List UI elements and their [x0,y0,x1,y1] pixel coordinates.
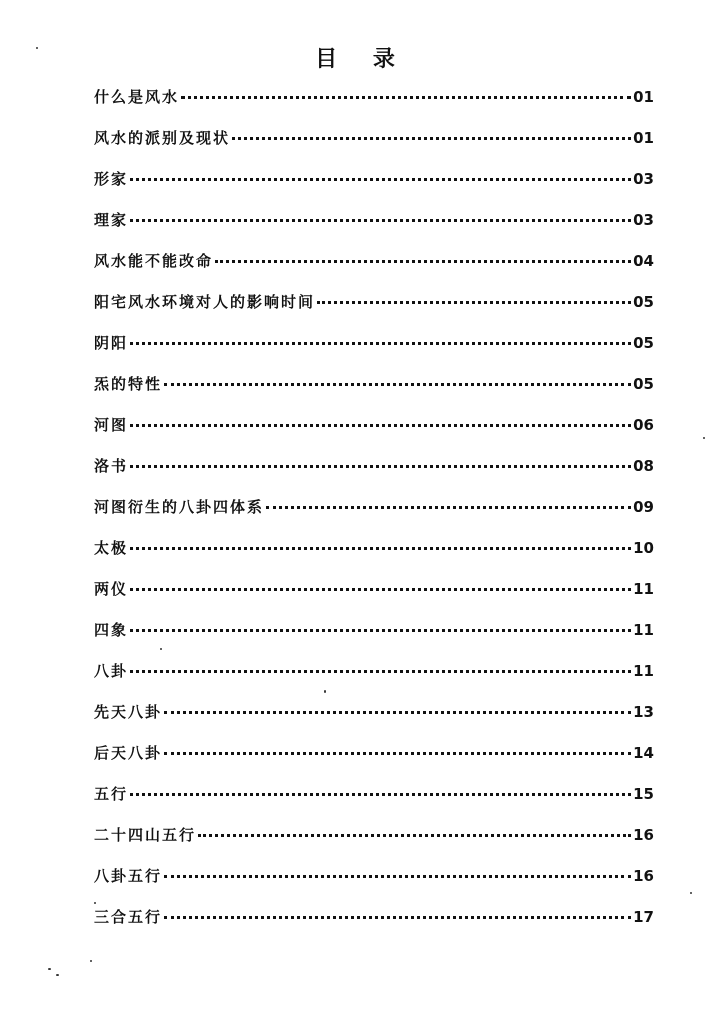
toc-leader-dots [181,96,631,99]
toc-leader-dots [130,588,631,591]
toc-entry-page: 13 [633,703,654,721]
toc-entry[interactable] [94,86,654,127]
toc-entry-page: 11 [633,580,654,598]
toc-entry-page: 17 [633,908,654,926]
toc-entry-page: 10 [633,539,654,557]
toc-entry[interactable] [94,373,654,414]
toc-entry-label: 理家 [94,211,129,229]
toc-entry-page: 16 [633,867,654,885]
toc-entry-label: 二十四山五行 [94,826,197,844]
toc-leader-dots [130,219,631,222]
toc-entry-page: 06 [633,416,654,434]
toc-entry-label: 什么是风水 [94,88,180,106]
toc-entry[interactable] [94,496,654,537]
toc-leader-dots [130,629,631,632]
toc-entry-label: 阴阳 [94,334,129,352]
toc-entry[interactable] [94,824,654,865]
table-of-contents [94,86,654,947]
toc-entry[interactable] [94,660,654,701]
toc-leader-dots [317,301,631,304]
toc-entry-label: 河图衍生的八卦四体系 [94,498,265,516]
toc-entry[interactable] [94,291,654,332]
toc-entry-page: 04 [633,252,654,270]
toc-leader-dots [164,383,631,386]
scan-speck [94,902,96,904]
toc-entry-page: 05 [633,334,654,352]
toc-entry-page: 05 [633,375,654,393]
toc-entry-label: 洛书 [94,457,129,475]
scan-speck [324,690,326,693]
toc-leader-dots [164,711,631,714]
toc-leader-dots [130,547,631,550]
toc-entry-page: 08 [633,457,654,475]
scan-speck [703,437,705,439]
toc-entry-page: 03 [633,170,654,188]
scan-speck [48,968,51,970]
toc-entry-page: 11 [633,621,654,639]
toc-leader-dots [130,793,631,796]
toc-entry-label: 后天八卦 [94,744,163,762]
toc-entry[interactable] [94,906,654,947]
toc-leader-dots [130,670,631,673]
scan-speck [690,892,692,894]
toc-leader-dots [130,424,631,427]
toc-entry-page: 09 [633,498,654,516]
toc-entry-label: 炁的特性 [94,375,163,393]
toc-entry[interactable] [94,578,654,619]
toc-leader-dots [198,834,631,837]
toc-entry-page: 15 [633,785,654,803]
toc-entry-page: 14 [633,744,654,762]
toc-entry[interactable] [94,209,654,250]
toc-entry-label: 阳宅风水环境对人的影响时间 [94,293,316,311]
toc-entry[interactable] [94,168,654,209]
toc-entry-page: 16 [633,826,654,844]
toc-entry[interactable] [94,619,654,660]
toc-entry-label: 八卦五行 [94,867,163,885]
toc-entry[interactable] [94,537,654,578]
toc-leader-dots [164,752,631,755]
toc-entry-label: 太极 [94,539,129,557]
toc-entry[interactable] [94,701,654,742]
toc-entry[interactable] [94,250,654,291]
toc-entry-label: 三合五行 [94,908,163,926]
toc-entry[interactable] [94,783,654,824]
toc-entry-label: 两仪 [94,580,129,598]
toc-entry-label: 河图 [94,416,129,434]
toc-entry[interactable] [94,865,654,906]
toc-entry[interactable] [94,455,654,496]
toc-leader-dots [130,178,631,181]
toc-entry-page: 01 [633,129,654,147]
toc-leader-dots [130,465,631,468]
toc-entry[interactable] [94,414,654,455]
toc-entry[interactable] [94,742,654,783]
toc-entry-page: 11 [633,662,654,680]
toc-leader-dots [130,342,631,345]
toc-entry-label: 形家 [94,170,129,188]
toc-entry-label: 风水的派别及现状 [94,129,231,147]
toc-entry-label: 风水能不能改命 [94,252,214,270]
toc-entry-page: 01 [633,88,654,106]
scan-speck [160,648,162,650]
scan-speck [36,47,38,49]
toc-entry-page: 03 [633,211,654,229]
toc-entry[interactable] [94,332,654,373]
toc-entry-label: 五行 [94,785,129,803]
toc-entry-page: 05 [633,293,654,311]
toc-leader-dots [164,916,631,919]
toc-leader-dots [232,137,631,140]
toc-leader-dots [215,260,631,263]
toc-leader-dots [164,875,631,878]
scan-speck [56,974,59,976]
toc-entry[interactable] [94,127,654,168]
toc-entry-label: 八卦 [94,662,129,680]
scan-speck [90,960,92,962]
page-title: 目 录 [315,47,409,72]
toc-leader-dots [266,506,631,509]
toc-entry-label: 先天八卦 [94,703,163,721]
toc-entry-label: 四象 [94,621,129,639]
